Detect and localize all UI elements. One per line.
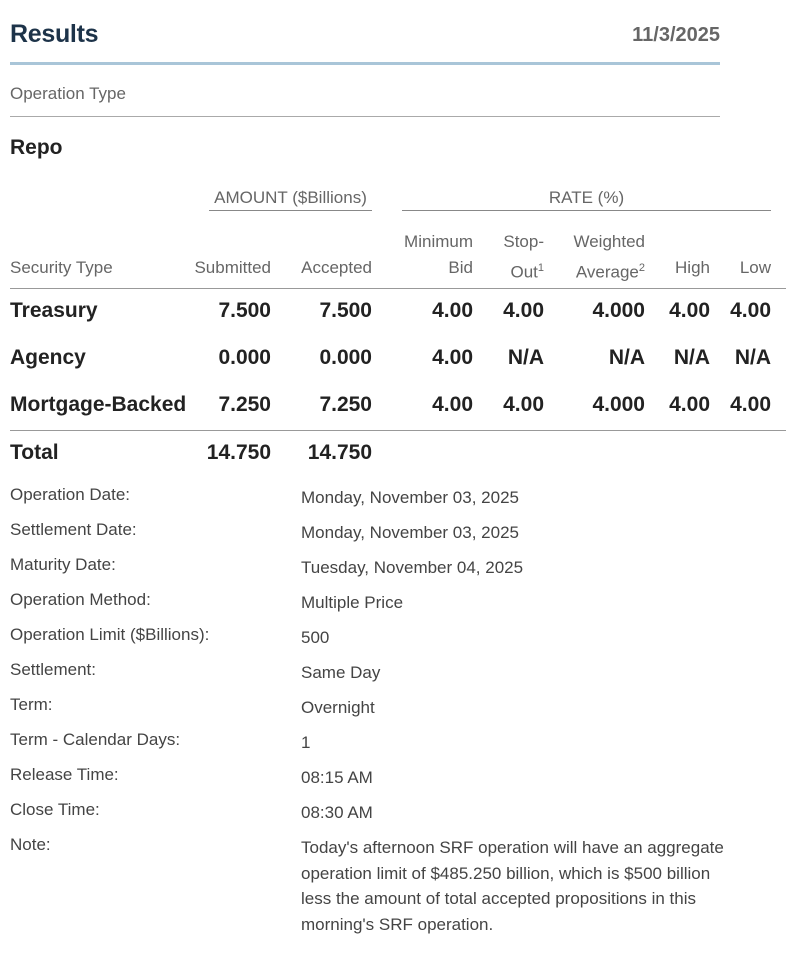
total-label: Total [10, 441, 59, 464]
col-stop-out-line1: Stop- [503, 232, 544, 251]
detail-label: Settlement: [10, 660, 96, 679]
cell-weighted-avg: 4.000 [592, 299, 645, 322]
cell-min-bid: 4.00 [432, 346, 473, 369]
col-low: Low [739, 258, 771, 277]
cell-low: 4.00 [730, 299, 771, 322]
detail-value: 08:15 AM [301, 768, 373, 787]
detail-label: Operation Method: [10, 590, 151, 609]
detail-value: Same Day [301, 663, 381, 682]
detail-label: Term: [10, 695, 53, 714]
col-accepted: Accepted [301, 258, 372, 277]
cell-submitted: 7.250 [218, 393, 271, 416]
detail-value: Monday, November 03, 2025 [301, 523, 519, 542]
col-submitted: Submitted [194, 258, 271, 277]
cell-accepted: 0.000 [319, 346, 372, 369]
col-weighted-average-line1: Weighted [573, 232, 645, 251]
footnote-2: 2 [638, 262, 645, 274]
total-row [10, 441, 786, 471]
col-weighted-average [545, 229, 645, 286]
col-minimum-bid [373, 229, 473, 281]
detail-label: Term - Calendar Days: [10, 730, 181, 749]
table-row [10, 299, 786, 329]
cell-accepted: 7.500 [319, 299, 372, 322]
operation-type-label: Operation Type [10, 84, 720, 117]
page-title: Results [10, 20, 99, 48]
cell-low: 4.00 [730, 393, 771, 416]
col-security-type: Security Type [10, 258, 113, 277]
header-divider [10, 288, 786, 289]
rate-group-header: RATE (%) [402, 188, 771, 211]
table-row [10, 393, 786, 423]
cell-accepted: 7.250 [319, 393, 372, 416]
detail-label: Close Time: [10, 800, 100, 819]
total-accepted: 14.750 [307, 441, 372, 464]
detail-label: Settlement Date: [10, 520, 137, 539]
detail-label: Operation Date: [10, 485, 131, 504]
col-stop-out-line2: Out$^1$ [510, 262, 544, 282]
detail-value: 1 [301, 733, 311, 752]
col-minimum-bid-line2: Bid [448, 258, 473, 277]
col-high: High [675, 258, 710, 277]
results-header [10, 18, 720, 65]
detail-label: Maturity Date: [10, 555, 116, 574]
table-row [10, 346, 786, 376]
detail-label: Note: [10, 835, 51, 854]
cell-stop-out: 4.00 [503, 299, 544, 322]
cell-security: Mortgage-Backed [10, 393, 187, 416]
cell-high: 4.00 [669, 299, 710, 322]
col-minimum-bid-line1: Minimum [404, 232, 473, 251]
operation-type-value: Repo [10, 136, 63, 159]
detail-value: Monday, November 03, 2025 [301, 488, 519, 507]
cell-submitted: 7.500 [218, 299, 271, 322]
cell-security: Treasury [10, 299, 98, 322]
detail-value: 500 [301, 628, 330, 647]
col-weighted-average-line2: Average$^2$ [575, 262, 645, 282]
cell-high: 4.00 [669, 393, 710, 416]
amount-group-header: AMOUNT ($Billions) [209, 188, 372, 211]
cell-high: N/A [673, 346, 710, 369]
detail-value: Multiple Price [301, 593, 404, 612]
cell-weighted-avg: N/A [608, 346, 645, 369]
cell-security: Agency [10, 346, 86, 369]
detail-label: Operation Limit ($Billions): [10, 625, 210, 644]
cell-stop-out: 4.00 [503, 393, 544, 416]
detail-value: Overnight [301, 698, 375, 717]
cell-stop-out: N/A [507, 346, 544, 369]
cell-low: N/A [734, 346, 771, 369]
detail-value: Tuesday, November 04, 2025 [301, 558, 524, 577]
detail-label: Release Time: [10, 765, 119, 784]
cell-min-bid: 4.00 [432, 299, 473, 322]
detail-value: 08:30 AM [301, 803, 373, 822]
cell-submitted: 0.000 [218, 346, 271, 369]
results-date: 11/3/2025 [632, 24, 720, 46]
total-divider [10, 430, 786, 431]
cell-min-bid: 4.00 [432, 393, 473, 416]
cell-weighted-avg: 4.000 [592, 393, 645, 416]
col-stop-out [474, 229, 544, 286]
detail-note-text: Today's afternoon SRF operation will have an aggregate operation limit of $485.250 billion, which is $500 billion less the amount of total accepted propositions in this morning's SRF operation. [301, 838, 724, 934]
footnote-1: 1 [537, 262, 544, 274]
total-submitted: 14.750 [206, 441, 271, 464]
